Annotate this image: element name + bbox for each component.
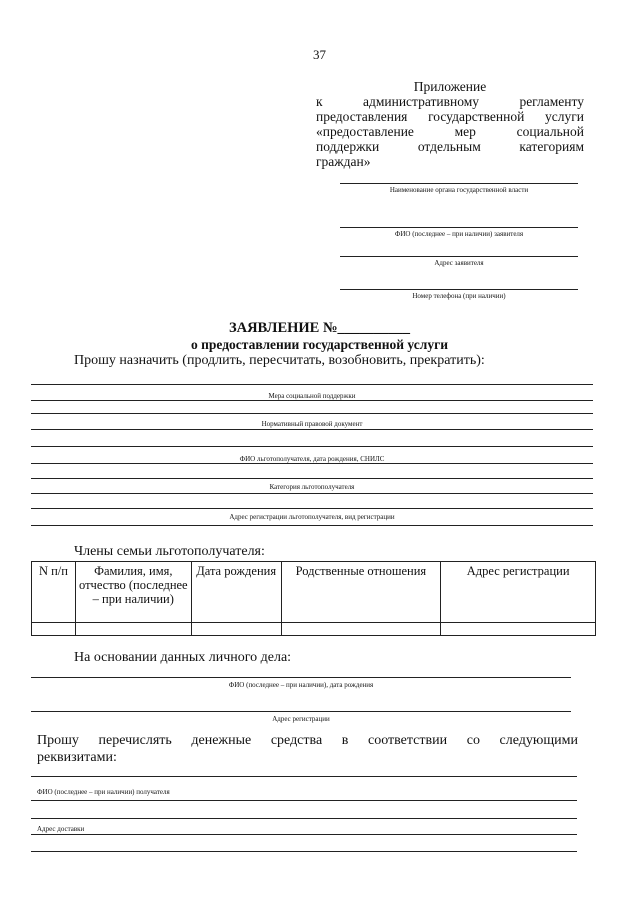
authority-caption: Наименование органа государственной власти <box>389 186 529 194</box>
document-title: ЗАЯВЛЕНИЕ №__________ <box>228 320 411 336</box>
family-heading: Члены семьи льготополучателя: <box>74 544 265 559</box>
appendix-line: поддержки отдельным категориям <box>316 139 584 154</box>
delivery-line[interactable] <box>31 834 577 835</box>
personal-name-caption: ФИО (последнее – при наличии), дата рождения <box>228 681 374 689</box>
legal-act-caption: Нормативный правовой документ <box>261 420 363 428</box>
appendix-block <box>316 79 584 169</box>
measure-line[interactable] <box>31 400 593 401</box>
appendix-line: граждан» <box>316 154 371 169</box>
category-line[interactable] <box>31 493 593 494</box>
payment-blank-line[interactable] <box>31 818 577 819</box>
legal-act-line[interactable] <box>31 429 593 430</box>
applicant-address-caption: Адрес заявителя <box>434 259 484 267</box>
applicant-address-line[interactable] <box>340 256 578 257</box>
table-header-row <box>32 562 596 623</box>
appendix-line: предоставления государственной услуги <box>316 109 584 124</box>
request-blank-line[interactable] <box>31 384 593 385</box>
registration-caption: Адрес регистрации льготополучателя, вид регистрации <box>229 513 395 521</box>
column-header-relationship: Родственные отношения <box>281 562 441 623</box>
phone-caption: Номер телефона (при наличии) <box>412 292 506 300</box>
recipient-caption: ФИО (последнее – при наличии) получателя <box>37 788 170 796</box>
personal-file-heading: На основании данных личного дела: <box>74 650 292 665</box>
payment-paragraph <box>37 732 578 766</box>
table-cell[interactable] <box>281 623 441 636</box>
request-blank-line[interactable] <box>31 478 593 479</box>
table-cell[interactable] <box>32 623 76 636</box>
appendix-line: «предоставление мер социальной <box>316 124 584 139</box>
payment-blank-line[interactable] <box>31 776 577 777</box>
appendix-heading: Приложение <box>413 79 487 94</box>
payment-line: Прошу перечислять денежные средства в соответствии со следующими <box>37 733 578 748</box>
request-blank-line[interactable] <box>31 413 593 414</box>
applicant-name-caption: ФИО (последнее – при наличии) заявителя <box>394 230 524 238</box>
measure-caption: Мера социальной поддержки <box>268 392 356 400</box>
delivery-caption: Адрес доставки <box>37 825 85 833</box>
appendix-line: к административному регламенту <box>316 94 584 109</box>
document-subtitle: о предоставлении государственной услуги <box>190 337 448 352</box>
table-cell[interactable] <box>441 623 596 636</box>
table-row <box>32 623 596 636</box>
table-cell[interactable] <box>191 623 281 636</box>
applicant-name-line[interactable] <box>340 227 578 228</box>
personal-name-line[interactable] <box>31 677 571 678</box>
phone-line[interactable] <box>340 289 578 290</box>
column-header-birthdate: Дата рождения <box>191 562 281 623</box>
category-caption: Категория льготополучателя <box>269 483 355 491</box>
personal-address-caption: Адрес регистрации <box>272 715 330 723</box>
payment-line: реквизитами: <box>37 750 117 765</box>
personal-address-line[interactable] <box>31 711 571 712</box>
request-blank-line[interactable] <box>31 446 593 447</box>
request-blank-line[interactable] <box>31 508 593 509</box>
request-line: Прошу назначить (продлить, пересчитать, возобновить, прекратить): <box>74 353 485 368</box>
page-number: 37 <box>313 47 326 62</box>
registration-line[interactable] <box>31 525 593 526</box>
column-header-address: Адрес регистрации <box>441 562 596 623</box>
beneficiary-line[interactable] <box>31 463 593 464</box>
recipient-line[interactable] <box>31 800 577 801</box>
payment-blank-line[interactable] <box>31 851 577 852</box>
column-header-number: N п/п <box>32 562 76 623</box>
authority-line[interactable] <box>340 183 578 184</box>
beneficiary-caption: ФИО льготополучателя, дата рождения, СНИЛС <box>239 455 385 463</box>
table-cell[interactable] <box>75 623 191 636</box>
column-header-name: Фамилия, имя, отчество (последнее – при наличии) <box>75 562 191 623</box>
family-table <box>31 561 596 636</box>
